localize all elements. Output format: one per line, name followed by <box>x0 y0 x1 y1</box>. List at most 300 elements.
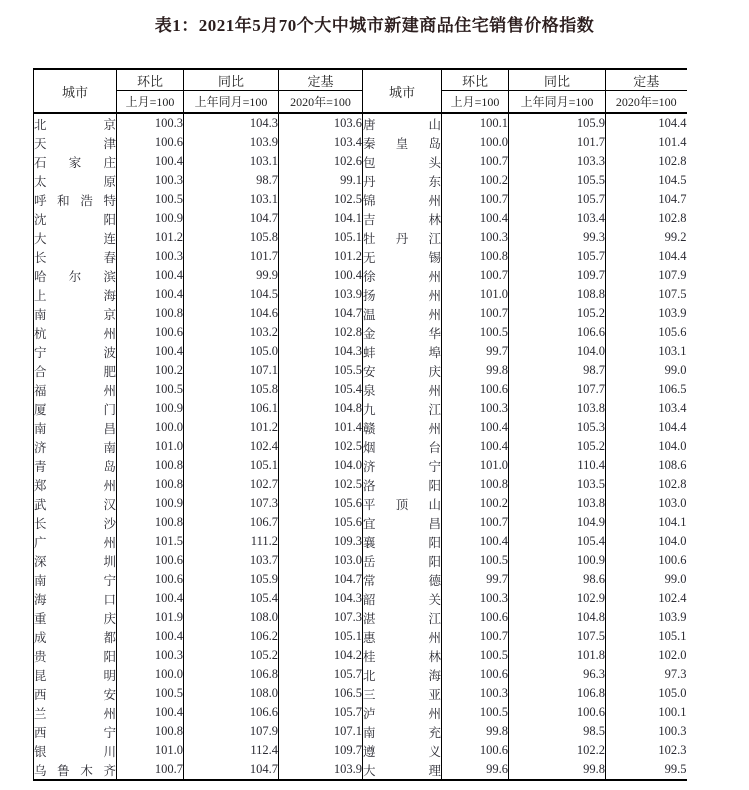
value-cell: 100.7 <box>442 152 509 171</box>
value-cell: 100.6 <box>117 551 184 570</box>
value-cell: 100.5 <box>117 380 184 399</box>
value-cell: 104.3 <box>184 113 279 133</box>
table-row <box>34 703 687 722</box>
table-row <box>34 475 687 494</box>
value-cell: 104.9 <box>509 513 606 532</box>
city-cell: 兰州 <box>34 703 117 722</box>
value-cell: 103.3 <box>509 152 606 171</box>
value-cell: 100.8 <box>442 475 509 494</box>
value-cell: 104.8 <box>509 608 606 627</box>
value-cell: 105.3 <box>509 418 606 437</box>
value-cell: 103.1 <box>184 190 279 209</box>
value-cell: 100.6 <box>442 608 509 627</box>
city-cell: 北京 <box>34 113 117 133</box>
table-header <box>34 69 687 113</box>
table-row <box>34 285 687 304</box>
value-cell: 105.7 <box>279 665 363 684</box>
col-subheader-base-left: 2020年=100 <box>279 91 363 114</box>
city-cell: 太原 <box>34 171 117 190</box>
city-cell: 宁波 <box>34 342 117 361</box>
value-cell: 100.6 <box>117 323 184 342</box>
value-cell: 104.0 <box>279 456 363 475</box>
value-cell: 99.5 <box>664 762 687 776</box>
table-row <box>34 133 687 152</box>
value-cell: 100.4 <box>117 589 184 608</box>
table-row <box>34 513 687 532</box>
table-row <box>34 722 687 741</box>
table-row <box>34 228 687 247</box>
city-cell: 厦门 <box>34 399 117 418</box>
city-cell: 哈尔滨 <box>34 266 117 285</box>
table-row <box>34 437 687 456</box>
col-header-mom-left: 环比 <box>117 69 184 91</box>
col-header-base-left: 定基 <box>279 69 363 91</box>
table-row <box>34 209 687 228</box>
value-cell: 102.2 <box>509 741 606 760</box>
city-cell: 上海 <box>34 285 117 304</box>
city-cell: 岳阳 <box>363 551 442 570</box>
value-cell: 100.1 <box>658 705 687 719</box>
value-cell: 104.0 <box>658 534 687 548</box>
city-cell: 温州 <box>363 304 442 323</box>
value-cell: 101.0 <box>442 285 509 304</box>
value-cell: 105.8 <box>184 228 279 247</box>
col-header-mom-right: 环比 <box>442 69 509 91</box>
value-cell: 101.7 <box>509 133 606 152</box>
city-cell: 西安 <box>34 684 117 703</box>
value-cell: 100.7 <box>442 513 509 532</box>
col-header-yoy-right: 同比 <box>509 69 606 91</box>
value-cell: 101.2 <box>117 228 184 247</box>
value-cell: 104.4 <box>658 116 687 130</box>
col-header-base-right: 定基 <box>606 69 687 91</box>
value-cell: 100.3 <box>442 684 509 703</box>
city-cell: 烟台 <box>363 437 442 456</box>
value-cell: 101.4 <box>658 135 687 149</box>
city-cell: 广州 <box>34 532 117 551</box>
city-cell: 南充 <box>363 722 442 741</box>
value-cell: 103.9 <box>184 133 279 152</box>
city-cell: 天津 <box>34 133 117 152</box>
value-cell: 102.0 <box>658 648 687 662</box>
city-cell: 武汉 <box>34 494 117 513</box>
value-cell: 109.7 <box>279 741 363 760</box>
city-cell: 锦州 <box>363 190 442 209</box>
price-index-table <box>33 68 687 781</box>
city-cell: 青岛 <box>34 456 117 475</box>
city-cell: 惠州 <box>363 627 442 646</box>
value-cell: 108.0 <box>184 684 279 703</box>
value-cell: 107.1 <box>279 722 363 741</box>
value-cell: 105.2 <box>509 304 606 323</box>
value-cell: 104.7 <box>279 304 363 323</box>
table-title: 表1：2021年5月70个大中城市新建商品住宅销售价格指数 <box>154 16 595 35</box>
value-cell: 103.4 <box>509 209 606 228</box>
col-header-yoy-left: 同比 <box>184 69 279 91</box>
city-cell: 石家庄 <box>34 152 117 171</box>
value-cell: 107.1 <box>184 361 279 380</box>
value-cell: 106.8 <box>184 665 279 684</box>
value-cell: 107.3 <box>279 608 363 627</box>
table-body <box>34 113 687 780</box>
value-cell: 100.7 <box>442 266 509 285</box>
value-cell: 102.3 <box>658 743 687 757</box>
value-cell: 99.7 <box>442 342 509 361</box>
table-row <box>34 589 687 608</box>
value-cell: 105.1 <box>658 629 687 643</box>
value-cell: 100.5 <box>117 190 184 209</box>
city-cell: 秦皇岛 <box>363 133 442 152</box>
city-cell: 襄阳 <box>363 532 442 551</box>
col-subheader-yoy-left: 上年同月=100 <box>184 91 279 114</box>
value-cell: 100.4 <box>117 342 184 361</box>
value-cell: 105.7 <box>279 703 363 722</box>
value-cell: 100.4 <box>279 266 363 285</box>
value-cell: 103.5 <box>509 475 606 494</box>
value-cell: 100.8 <box>117 304 184 323</box>
value-cell: 105.9 <box>509 113 606 133</box>
value-cell: 102.7 <box>184 475 279 494</box>
value-cell: 100.4 <box>117 285 184 304</box>
value-cell: 100.9 <box>117 399 184 418</box>
city-cell: 牡丹江 <box>363 228 442 247</box>
value-cell: 101.4 <box>279 418 363 437</box>
value-cell: 103.4 <box>279 133 363 152</box>
value-cell: 107.9 <box>658 268 687 282</box>
value-cell: 104.0 <box>509 342 606 361</box>
value-cell: 105.5 <box>279 361 363 380</box>
value-cell: 101.8 <box>509 646 606 665</box>
value-cell: 106.8 <box>509 684 606 703</box>
value-cell: 100.3 <box>117 646 184 665</box>
value-cell: 98.7 <box>184 171 279 190</box>
city-cell: 宜昌 <box>363 513 442 532</box>
value-cell: 105.1 <box>279 627 363 646</box>
value-cell: 103.0 <box>658 496 687 510</box>
city-cell: 济南 <box>34 437 117 456</box>
value-cell: 100.2 <box>117 361 184 380</box>
value-cell: 100.8 <box>117 475 184 494</box>
value-cell: 102.8 <box>658 211 687 225</box>
value-cell: 105.7 <box>509 190 606 209</box>
value-cell: 105.7 <box>509 247 606 266</box>
city-cell: 重庆 <box>34 608 117 627</box>
col-subheader-base-right: 2020年=100 <box>606 91 687 114</box>
city-cell: 杭州 <box>34 323 117 342</box>
value-cell: 100.5 <box>442 646 509 665</box>
value-cell: 99.6 <box>442 760 509 780</box>
value-cell: 100.6 <box>117 133 184 152</box>
value-cell: 111.2 <box>184 532 279 551</box>
table-row <box>34 646 687 665</box>
value-cell: 105.8 <box>184 380 279 399</box>
value-cell: 106.7 <box>184 513 279 532</box>
value-cell: 103.9 <box>279 285 363 304</box>
value-cell: 104.4 <box>658 249 687 263</box>
value-cell: 102.8 <box>658 154 687 168</box>
value-cell: 107.7 <box>509 380 606 399</box>
value-cell: 106.6 <box>184 703 279 722</box>
value-cell: 106.2 <box>184 627 279 646</box>
value-cell: 100.5 <box>442 323 509 342</box>
value-cell: 104.1 <box>658 515 687 529</box>
table-row <box>34 113 687 133</box>
value-cell: 107.9 <box>184 722 279 741</box>
value-cell: 100.8 <box>117 513 184 532</box>
value-cell: 100.5 <box>442 703 509 722</box>
value-cell: 107.5 <box>658 287 687 301</box>
value-cell: 105.5 <box>509 171 606 190</box>
city-cell: 桂林 <box>363 646 442 665</box>
value-cell: 102.5 <box>279 190 363 209</box>
value-cell: 100.6 <box>442 665 509 684</box>
value-cell: 102.4 <box>184 437 279 456</box>
table-row <box>34 190 687 209</box>
table-row <box>34 304 687 323</box>
city-cell: 西宁 <box>34 722 117 741</box>
value-cell: 100.4 <box>442 209 509 228</box>
city-cell: 南宁 <box>34 570 117 589</box>
city-cell: 长沙 <box>34 513 117 532</box>
value-cell: 99.1 <box>279 171 363 190</box>
city-cell: 扬州 <box>363 285 442 304</box>
value-cell: 100.4 <box>117 152 184 171</box>
value-cell: 100.0 <box>442 133 509 152</box>
value-cell: 100.3 <box>117 247 184 266</box>
city-cell: 韶关 <box>363 589 442 608</box>
value-cell: 105.1 <box>184 456 279 475</box>
value-cell: 109.7 <box>509 266 606 285</box>
city-cell: 乌鲁木齐 <box>34 760 117 780</box>
col-subheader-mom-left: 上月=100 <box>117 91 184 114</box>
city-cell: 安庆 <box>363 361 442 380</box>
table-row <box>34 532 687 551</box>
city-cell: 三亚 <box>363 684 442 703</box>
value-cell: 101.2 <box>184 418 279 437</box>
value-cell: 100.5 <box>442 551 509 570</box>
value-cell: 100.6 <box>509 703 606 722</box>
value-cell: 105.6 <box>279 494 363 513</box>
city-cell: 郑州 <box>34 475 117 494</box>
city-cell: 北海 <box>363 665 442 684</box>
city-cell: 大理 <box>363 760 442 780</box>
value-cell: 108.0 <box>184 608 279 627</box>
value-cell: 100.0 <box>117 665 184 684</box>
col-header-city-left: 城市 <box>34 69 117 113</box>
value-cell: 100.4 <box>442 532 509 551</box>
value-cell: 105.4 <box>184 589 279 608</box>
value-cell: 105.4 <box>509 532 606 551</box>
city-cell: 长春 <box>34 247 117 266</box>
value-cell: 100.3 <box>442 589 509 608</box>
table-row <box>34 456 687 475</box>
table-row <box>34 741 687 760</box>
value-cell: 100.7 <box>117 760 184 780</box>
value-cell: 98.5 <box>509 722 606 741</box>
value-cell: 100.7 <box>442 304 509 323</box>
value-cell: 110.4 <box>509 456 606 475</box>
city-cell: 昆明 <box>34 665 117 684</box>
value-cell: 102.6 <box>279 152 363 171</box>
value-cell: 103.1 <box>184 152 279 171</box>
value-cell: 97.3 <box>664 667 687 681</box>
value-cell: 98.7 <box>509 361 606 380</box>
value-cell: 104.8 <box>279 399 363 418</box>
city-cell: 海口 <box>34 589 117 608</box>
value-cell: 100.8 <box>117 722 184 741</box>
value-cell: 100.6 <box>658 553 687 567</box>
table-row <box>34 152 687 171</box>
value-cell: 104.2 <box>279 646 363 665</box>
value-cell: 100.6 <box>442 741 509 760</box>
value-cell: 100.9 <box>117 494 184 513</box>
col-subheader-yoy-right: 上年同月=100 <box>509 91 606 114</box>
value-cell: 103.8 <box>509 399 606 418</box>
value-cell: 100.4 <box>442 418 509 437</box>
table-row <box>34 399 687 418</box>
value-cell: 103.8 <box>509 494 606 513</box>
value-cell: 102.5 <box>279 437 363 456</box>
value-cell: 101.2 <box>279 247 363 266</box>
value-cell: 104.7 <box>184 760 279 780</box>
value-cell: 100.0 <box>117 418 184 437</box>
value-cell: 103.0 <box>279 551 363 570</box>
value-cell: 104.5 <box>658 173 687 187</box>
value-cell: 104.7 <box>658 192 687 206</box>
value-cell: 102.8 <box>279 323 363 342</box>
value-cell: 99.8 <box>509 760 606 780</box>
value-cell: 100.6 <box>117 570 184 589</box>
value-cell: 106.6 <box>509 323 606 342</box>
value-cell: 103.7 <box>184 551 279 570</box>
value-cell: 107.3 <box>184 494 279 513</box>
value-cell: 100.4 <box>117 266 184 285</box>
value-cell: 103.6 <box>279 113 363 133</box>
value-cell: 100.3 <box>117 171 184 190</box>
city-cell: 九江 <box>363 399 442 418</box>
value-cell: 105.0 <box>184 342 279 361</box>
value-cell: 96.3 <box>509 665 606 684</box>
table-row <box>34 342 687 361</box>
table-row <box>34 171 687 190</box>
value-cell: 104.5 <box>184 285 279 304</box>
value-cell: 100.9 <box>117 209 184 228</box>
value-cell: 100.3 <box>658 724 687 738</box>
value-cell: 103.9 <box>658 610 687 624</box>
city-cell: 合肥 <box>34 361 117 380</box>
city-cell: 泉州 <box>363 380 442 399</box>
city-cell: 蚌埠 <box>363 342 442 361</box>
city-cell: 洛阳 <box>363 475 442 494</box>
value-cell: 100.9 <box>509 551 606 570</box>
value-cell: 100.3 <box>442 228 509 247</box>
city-cell: 徐州 <box>363 266 442 285</box>
value-cell: 104.0 <box>658 439 687 453</box>
value-cell: 100.2 <box>442 171 509 190</box>
value-cell: 108.8 <box>509 285 606 304</box>
value-cell: 101.0 <box>117 437 184 456</box>
value-cell: 105.2 <box>509 437 606 456</box>
city-cell: 湛江 <box>363 608 442 627</box>
table-row <box>34 380 687 399</box>
city-cell: 赣州 <box>363 418 442 437</box>
value-cell: 106.5 <box>658 382 687 396</box>
city-cell: 平顶山 <box>363 494 442 513</box>
table-row <box>34 266 687 285</box>
city-cell: 金华 <box>363 323 442 342</box>
value-cell: 105.0 <box>658 686 687 700</box>
value-cell: 102.5 <box>279 475 363 494</box>
value-cell: 100.2 <box>442 494 509 513</box>
city-cell: 吉林 <box>363 209 442 228</box>
value-cell: 103.9 <box>658 306 687 320</box>
value-cell: 103.4 <box>658 401 687 415</box>
value-cell: 107.5 <box>509 627 606 646</box>
value-cell: 104.7 <box>184 209 279 228</box>
table-row <box>34 494 687 513</box>
value-cell: 99.0 <box>664 572 687 586</box>
city-cell: 沈阳 <box>34 209 117 228</box>
city-cell: 福州 <box>34 380 117 399</box>
value-cell: 98.6 <box>509 570 606 589</box>
value-cell: 105.6 <box>279 513 363 532</box>
table-row <box>34 608 687 627</box>
value-cell: 104.3 <box>279 589 363 608</box>
value-cell: 105.9 <box>184 570 279 589</box>
value-cell: 104.1 <box>279 209 363 228</box>
value-cell: 99.8 <box>442 722 509 741</box>
city-cell: 常德 <box>363 570 442 589</box>
value-cell: 100.4 <box>117 627 184 646</box>
value-cell: 100.8 <box>442 247 509 266</box>
value-cell: 100.8 <box>117 456 184 475</box>
city-cell: 济宁 <box>363 456 442 475</box>
value-cell: 101.0 <box>117 741 184 760</box>
value-cell: 99.3 <box>509 228 606 247</box>
value-cell: 105.6 <box>658 325 687 339</box>
city-cell: 深圳 <box>34 551 117 570</box>
city-cell: 呼和浩特 <box>34 190 117 209</box>
value-cell: 112.4 <box>184 741 279 760</box>
city-cell: 包头 <box>363 152 442 171</box>
city-cell: 无锡 <box>363 247 442 266</box>
value-cell: 101.9 <box>117 608 184 627</box>
table-row <box>34 684 687 703</box>
value-cell: 104.4 <box>658 420 687 434</box>
table-row <box>34 247 687 266</box>
value-cell: 103.2 <box>184 323 279 342</box>
value-cell: 103.1 <box>658 344 687 358</box>
table-row <box>34 551 687 570</box>
city-cell: 银川 <box>34 741 117 760</box>
city-cell: 遵义 <box>363 741 442 760</box>
value-cell: 104.6 <box>184 304 279 323</box>
value-cell: 100.4 <box>442 437 509 456</box>
city-cell: 成都 <box>34 627 117 646</box>
table-row <box>34 570 687 589</box>
city-cell: 大连 <box>34 228 117 247</box>
value-cell: 100.3 <box>442 399 509 418</box>
value-cell: 101.7 <box>184 247 279 266</box>
value-cell: 100.5 <box>117 684 184 703</box>
value-cell: 101.0 <box>442 456 509 475</box>
value-cell: 104.7 <box>279 570 363 589</box>
table-row <box>34 361 687 380</box>
city-cell: 贵阳 <box>34 646 117 665</box>
value-cell: 99.9 <box>184 266 279 285</box>
value-cell: 104.3 <box>279 342 363 361</box>
value-cell: 101.5 <box>117 532 184 551</box>
